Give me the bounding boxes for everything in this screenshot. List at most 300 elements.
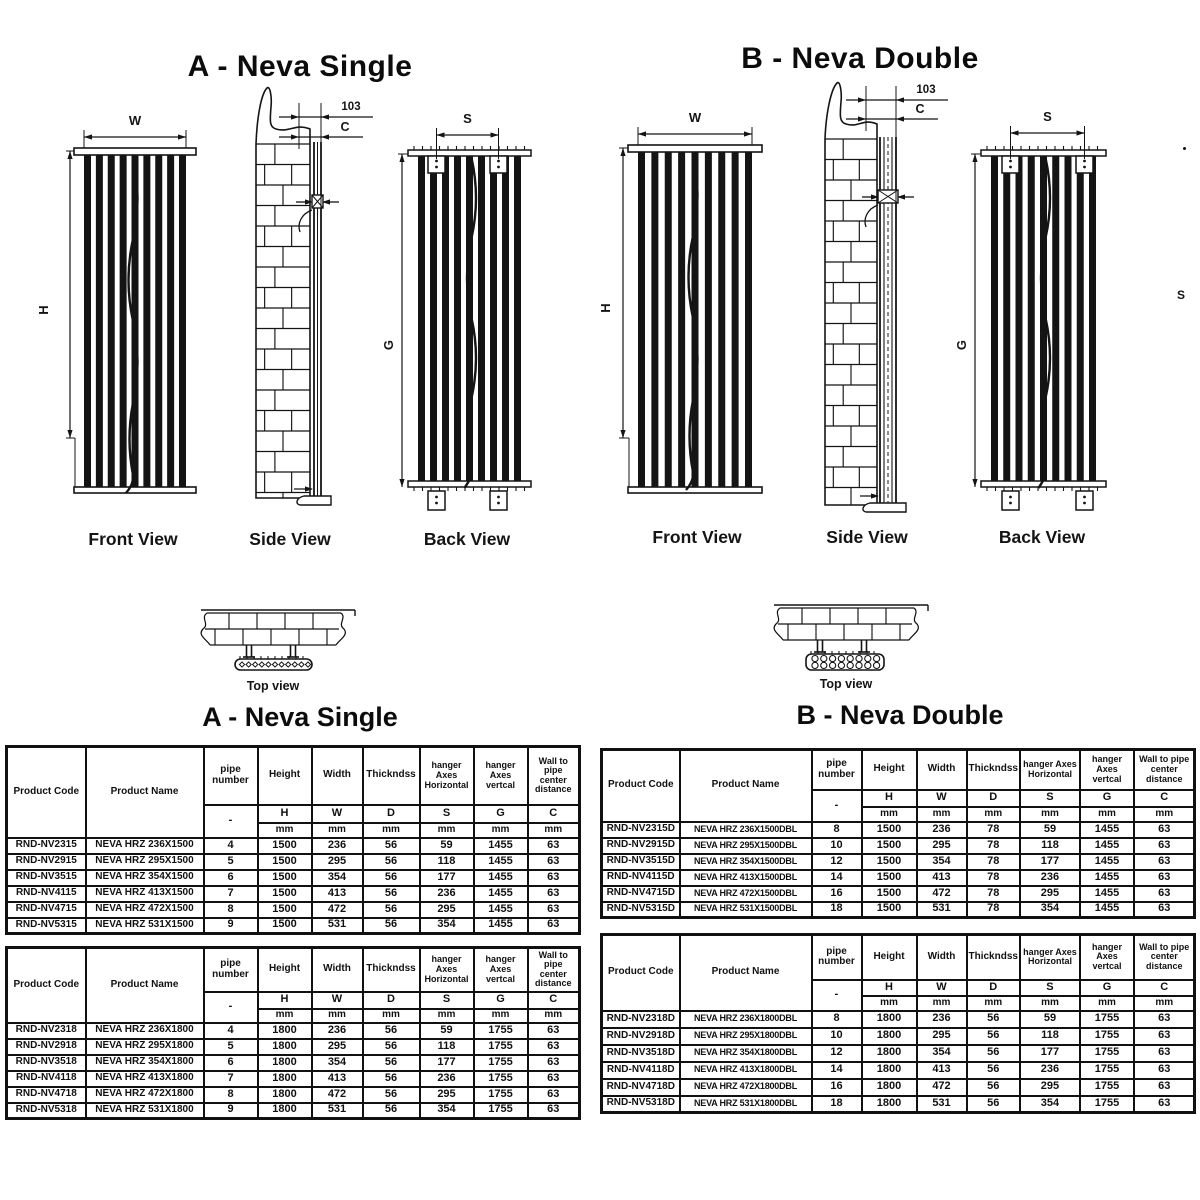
value-cell: 1800 bbox=[258, 1039, 312, 1055]
unit-mm: mm bbox=[917, 807, 967, 822]
value-cell: 354 bbox=[312, 1055, 363, 1071]
col-header-pipe-number: pipe number bbox=[812, 935, 862, 980]
col-header-width: Width bbox=[917, 750, 967, 790]
value-cell: 12 bbox=[812, 1045, 862, 1062]
col-header-product-name: Product Name bbox=[86, 948, 204, 1023]
value-cell: 56 bbox=[363, 854, 420, 870]
product-code: RND-NV2915 bbox=[7, 854, 86, 870]
value-cell: 1455 bbox=[474, 838, 528, 854]
value-cell: 531 bbox=[312, 918, 363, 934]
product-code: RND-NV2918D bbox=[602, 1028, 680, 1045]
unit-mm: mm bbox=[1020, 996, 1080, 1011]
value-cell: 63 bbox=[528, 1039, 580, 1055]
dim-label-103: 103 bbox=[341, 101, 361, 113]
value-cell: 236 bbox=[917, 1011, 967, 1028]
value-cell: 10 bbox=[812, 1028, 862, 1045]
value-cell: 1755 bbox=[1080, 1062, 1134, 1079]
symbol-letter: G bbox=[1080, 980, 1134, 996]
value-cell: 18 bbox=[812, 1096, 862, 1113]
unit-mm: mm bbox=[528, 823, 580, 838]
table-row bbox=[7, 1055, 580, 1071]
value-cell: 63 bbox=[1134, 886, 1195, 902]
unit-mm: mm bbox=[1080, 996, 1134, 1011]
value-cell: 16 bbox=[812, 1079, 862, 1096]
value-cell: 1500 bbox=[258, 838, 312, 854]
product-code: RND-NV2915D bbox=[602, 838, 680, 854]
value-cell: 1500 bbox=[258, 918, 312, 934]
unit-mm: mm bbox=[420, 1009, 474, 1023]
value-cell: 236 bbox=[312, 838, 363, 854]
col-header-wall-distance: Wall to pipe center distance bbox=[528, 948, 580, 992]
symbol-letter: S bbox=[420, 805, 474, 823]
unit-mm: mm bbox=[363, 1009, 420, 1023]
front-view-label: Front View bbox=[652, 527, 742, 547]
table-row bbox=[602, 1045, 1195, 1062]
table-section-a-title: A - Neva Single bbox=[202, 702, 398, 732]
product-name: NEVA HRZ 295X1500DBL bbox=[680, 838, 812, 854]
value-cell: 236 bbox=[917, 822, 967, 838]
value-cell: 177 bbox=[420, 1055, 474, 1071]
value-cell: 59 bbox=[420, 838, 474, 854]
value-cell: 78 bbox=[967, 886, 1020, 902]
value-cell: 354 bbox=[1020, 902, 1080, 918]
col-header-product-name: Product Name bbox=[86, 747, 204, 838]
top-view-b bbox=[774, 605, 928, 670]
product-code: RND-NV5315 bbox=[7, 918, 86, 934]
col-header-height: Height bbox=[258, 948, 312, 992]
table-row bbox=[602, 886, 1195, 902]
product-code: RND-NV3515 bbox=[7, 870, 86, 886]
dim-label-103: 103 bbox=[916, 84, 936, 96]
product-name: NEVA HRZ 472X1500 bbox=[86, 902, 204, 918]
value-cell: 1500 bbox=[862, 886, 917, 902]
product-name: NEVA HRZ 236X1800DBL bbox=[680, 1011, 812, 1028]
value-cell: 531 bbox=[917, 902, 967, 918]
unit-mm: mm bbox=[967, 807, 1020, 822]
product-name: NEVA HRZ 531X1800DBL bbox=[680, 1096, 812, 1113]
value-cell: 1800 bbox=[862, 1045, 917, 1062]
value-cell: 1755 bbox=[474, 1071, 528, 1087]
value-cell: 56 bbox=[967, 1045, 1020, 1062]
value-cell: 1800 bbox=[258, 1023, 312, 1039]
value-cell: 59 bbox=[420, 1023, 474, 1039]
product-name: NEVA HRZ 472X1500DBL bbox=[680, 886, 812, 902]
symbol-letter: S bbox=[420, 992, 474, 1009]
col-header-thickness: Thickndss bbox=[363, 948, 420, 992]
value-cell: 236 bbox=[312, 1023, 363, 1039]
table-row bbox=[7, 1103, 580, 1119]
dim-label-g: G bbox=[381, 339, 396, 351]
col-header-product-code: Product Code bbox=[7, 747, 86, 838]
product-name: NEVA HRZ 295X1500 bbox=[86, 854, 204, 870]
value-cell: 56 bbox=[967, 1028, 1020, 1045]
value-cell: 63 bbox=[528, 1023, 580, 1039]
symbol-letter: S bbox=[1020, 790, 1080, 807]
value-cell: 177 bbox=[420, 870, 474, 886]
front-view-label: Front View bbox=[88, 529, 178, 549]
col-header-pipe-number: pipe number bbox=[204, 747, 258, 805]
unit-mm: mm bbox=[474, 1009, 528, 1023]
col-header-product-code: Product Code bbox=[602, 750, 680, 822]
value-cell: 118 bbox=[420, 1039, 474, 1055]
product-code: RND-NV3515D bbox=[602, 854, 680, 870]
unit-mm: mm bbox=[258, 1009, 312, 1023]
col-header-hanger-horizontal: hanger Axes Horizontal bbox=[1020, 750, 1080, 790]
value-cell: 295 bbox=[312, 854, 363, 870]
symbol-letter: C bbox=[1134, 980, 1195, 996]
value-cell: 14 bbox=[812, 870, 862, 886]
value-cell: 56 bbox=[363, 1087, 420, 1103]
col-header-pipe-number: pipe number bbox=[204, 948, 258, 992]
value-cell: 59 bbox=[1020, 822, 1080, 838]
value-cell: 1755 bbox=[474, 1087, 528, 1103]
value-cell: 413 bbox=[917, 1062, 967, 1079]
col-header-height: Height bbox=[862, 935, 917, 980]
value-cell: 472 bbox=[917, 1079, 967, 1096]
product-name: NEVA HRZ 236X1500 bbox=[86, 838, 204, 854]
col-header-product-name: Product Name bbox=[680, 935, 812, 1011]
value-cell: 472 bbox=[312, 1087, 363, 1103]
symbol-dash: - bbox=[812, 980, 862, 1011]
value-cell: 63 bbox=[1134, 902, 1195, 918]
col-header-hanger-horizontal: hanger Axes Horizontal bbox=[1020, 935, 1080, 980]
value-cell: 56 bbox=[363, 886, 420, 902]
value-cell: 236 bbox=[420, 886, 474, 902]
product-name: NEVA HRZ 531X1800 bbox=[86, 1103, 204, 1119]
value-cell: 1455 bbox=[1080, 854, 1134, 870]
value-cell: 56 bbox=[363, 902, 420, 918]
value-cell: 1500 bbox=[862, 854, 917, 870]
col-header-pipe-number: pipe number bbox=[812, 750, 862, 790]
value-cell: 18 bbox=[812, 902, 862, 918]
value-cell: 78 bbox=[967, 870, 1020, 886]
value-cell: 63 bbox=[1134, 822, 1195, 838]
value-cell: 118 bbox=[1020, 1028, 1080, 1045]
unit-mm: mm bbox=[1080, 807, 1134, 822]
symbol-letter: S bbox=[1020, 980, 1080, 996]
product-code: RND-NV2318D bbox=[602, 1011, 680, 1028]
unit-mm: mm bbox=[258, 823, 312, 838]
spec-table-a2 bbox=[5, 946, 581, 1120]
section-b-title: B - Neva Double bbox=[741, 42, 979, 75]
front-view-a bbox=[36, 113, 196, 493]
unit-mm: mm bbox=[917, 996, 967, 1011]
value-cell: 56 bbox=[967, 1011, 1020, 1028]
header-row bbox=[7, 747, 580, 805]
value-cell: 236 bbox=[1020, 870, 1080, 886]
value-cell: 56 bbox=[967, 1096, 1020, 1113]
product-code: RND-NV4718D bbox=[602, 1079, 680, 1096]
value-cell: 1500 bbox=[862, 838, 917, 854]
col-header-hanger-vertical: hanger Axes vertcal bbox=[1080, 750, 1134, 790]
side-view-label: Side View bbox=[826, 527, 908, 547]
col-header-thickness: Thickndss bbox=[967, 935, 1020, 980]
dim-label-w: W bbox=[128, 113, 142, 128]
product-code: RND-NV4118D bbox=[602, 1062, 680, 1079]
value-cell: 63 bbox=[1134, 838, 1195, 854]
spec-table-b1 bbox=[600, 748, 1196, 919]
value-cell: 354 bbox=[420, 918, 474, 934]
value-cell: 56 bbox=[967, 1062, 1020, 1079]
symbol-letter: W bbox=[917, 790, 967, 807]
product-code: RND-NV2318 bbox=[7, 1023, 86, 1039]
col-header-thickness: Thickndss bbox=[363, 747, 420, 805]
value-cell: 1455 bbox=[1080, 870, 1134, 886]
value-cell: 63 bbox=[1134, 1011, 1195, 1028]
product-code: RND-NV5315D bbox=[602, 902, 680, 918]
value-cell: 1800 bbox=[258, 1071, 312, 1087]
value-cell: 16 bbox=[812, 886, 862, 902]
dim-label-h: H bbox=[598, 303, 613, 313]
value-cell: 56 bbox=[363, 1039, 420, 1055]
header-row bbox=[602, 750, 1195, 790]
symbol-letter: C bbox=[528, 805, 580, 823]
value-cell: 413 bbox=[917, 870, 967, 886]
value-cell: 1755 bbox=[474, 1039, 528, 1055]
value-cell: 1755 bbox=[1080, 1028, 1134, 1045]
value-cell: 295 bbox=[312, 1039, 363, 1055]
symbol-letter: C bbox=[528, 992, 580, 1009]
value-cell: 1800 bbox=[258, 1087, 312, 1103]
product-name: NEVA HRZ 354X1800DBL bbox=[680, 1045, 812, 1062]
col-header-hanger-horizontal: hanger Axes Horizontal bbox=[420, 747, 474, 805]
value-cell: 1800 bbox=[862, 1062, 917, 1079]
value-cell: 63 bbox=[1134, 1062, 1195, 1079]
back-view-label: Back View bbox=[423, 529, 511, 549]
value-cell: 1755 bbox=[474, 1023, 528, 1039]
table-section-b-title: B - Neva Double bbox=[796, 700, 1004, 730]
col-header-height: Height bbox=[862, 750, 917, 790]
value-cell: 78 bbox=[967, 854, 1020, 870]
table-row bbox=[7, 918, 580, 934]
spec-table-a1 bbox=[5, 745, 581, 935]
value-cell: 56 bbox=[967, 1079, 1020, 1096]
edge-artifact-s: S bbox=[1177, 288, 1186, 302]
value-cell: 295 bbox=[420, 902, 474, 918]
dim-label-c: C bbox=[340, 120, 350, 134]
col-header-wall-distance: Wall to pipe center distance bbox=[1134, 750, 1195, 790]
value-cell: 1800 bbox=[862, 1011, 917, 1028]
product-code: RND-NV4115 bbox=[7, 886, 86, 902]
value-cell: 63 bbox=[1134, 1045, 1195, 1062]
product-name: NEVA HRZ 236X1800 bbox=[86, 1023, 204, 1039]
value-cell: 78 bbox=[967, 822, 1020, 838]
value-cell: 295 bbox=[917, 1028, 967, 1045]
symbol-letter: H bbox=[862, 790, 917, 807]
side-view-a bbox=[256, 88, 373, 505]
value-cell: 63 bbox=[528, 1055, 580, 1071]
unit-mm: mm bbox=[312, 1009, 363, 1023]
value-cell: 1500 bbox=[862, 902, 917, 918]
value-cell: 531 bbox=[917, 1096, 967, 1113]
top-view-a bbox=[201, 610, 355, 670]
value-cell: 1455 bbox=[474, 918, 528, 934]
symbol-letter: W bbox=[312, 992, 363, 1009]
unit-mm: mm bbox=[967, 996, 1020, 1011]
edge-artifact-dot bbox=[1183, 147, 1186, 150]
dim-label-c: C bbox=[915, 102, 925, 116]
value-cell: 118 bbox=[1020, 838, 1080, 854]
col-header-product-name: Product Name bbox=[680, 750, 812, 822]
symbol-letter: D bbox=[363, 992, 420, 1009]
product-name: NEVA HRZ 413X1500DBL bbox=[680, 870, 812, 886]
value-cell: 63 bbox=[528, 886, 580, 902]
unit-mm: mm bbox=[862, 807, 917, 822]
value-cell: 56 bbox=[363, 1055, 420, 1071]
symbol-letter: H bbox=[862, 980, 917, 996]
value-cell: 7 bbox=[204, 886, 258, 902]
value-cell: 1455 bbox=[1080, 838, 1134, 854]
value-cell: 4 bbox=[204, 1023, 258, 1039]
top-view-label: Top view bbox=[246, 679, 300, 693]
unit-mm: mm bbox=[420, 823, 474, 838]
product-name: NEVA HRZ 354X1500DBL bbox=[680, 854, 812, 870]
table-row bbox=[7, 1039, 580, 1055]
value-cell: 63 bbox=[528, 1103, 580, 1119]
value-cell: 63 bbox=[528, 870, 580, 886]
value-cell: 472 bbox=[312, 902, 363, 918]
value-cell: 14 bbox=[812, 1062, 862, 1079]
product-code: RND-NV4718 bbox=[7, 1087, 86, 1103]
product-name: NEVA HRZ 413X1800 bbox=[86, 1071, 204, 1087]
symbol-dash: - bbox=[204, 805, 258, 838]
value-cell: 1455 bbox=[474, 886, 528, 902]
col-header-wall-distance: Wall to pipe center distance bbox=[1134, 935, 1195, 980]
product-name: NEVA HRZ 472X1800DBL bbox=[680, 1079, 812, 1096]
value-cell: 1755 bbox=[474, 1103, 528, 1119]
value-cell: 5 bbox=[204, 854, 258, 870]
value-cell: 354 bbox=[420, 1103, 474, 1119]
symbol-dash: - bbox=[812, 790, 862, 822]
col-header-wall-distance: Wall to pipe center distance bbox=[528, 747, 580, 805]
value-cell: 236 bbox=[420, 1071, 474, 1087]
col-header-width: Width bbox=[312, 747, 363, 805]
value-cell: 1800 bbox=[862, 1079, 917, 1096]
side-view-label: Side View bbox=[249, 529, 331, 549]
value-cell: 177 bbox=[1020, 854, 1080, 870]
product-name: NEVA HRZ 413X1500 bbox=[86, 886, 204, 902]
dim-label-h: H bbox=[36, 305, 51, 315]
value-cell: 1500 bbox=[258, 886, 312, 902]
value-cell: 63 bbox=[1134, 1028, 1195, 1045]
value-cell: 9 bbox=[204, 1103, 258, 1119]
col-header-hanger-horizontal: hanger Axes Horizontal bbox=[420, 948, 474, 992]
value-cell: 413 bbox=[312, 1071, 363, 1087]
table-row bbox=[602, 822, 1195, 838]
symbol-letter: W bbox=[917, 980, 967, 996]
value-cell: 1755 bbox=[1080, 1096, 1134, 1113]
table-row bbox=[602, 854, 1195, 870]
front-view-b bbox=[598, 110, 762, 493]
dim-label-s: S bbox=[1043, 109, 1052, 124]
spec-table-b2 bbox=[600, 933, 1196, 1114]
value-cell: 56 bbox=[363, 1023, 420, 1039]
col-header-width: Width bbox=[917, 935, 967, 980]
table-row bbox=[7, 1087, 580, 1103]
unit-mm: mm bbox=[528, 1009, 580, 1023]
unit-mm: mm bbox=[1134, 807, 1195, 822]
value-cell: 4 bbox=[204, 838, 258, 854]
product-name: NEVA HRZ 236X1500DBL bbox=[680, 822, 812, 838]
value-cell: 295 bbox=[420, 1087, 474, 1103]
symbol-letter: G bbox=[474, 805, 528, 823]
product-name: NEVA HRZ 295X1800DBL bbox=[680, 1028, 812, 1045]
value-cell: 63 bbox=[528, 1071, 580, 1087]
top-view-label: Top view bbox=[819, 677, 873, 691]
col-header-hanger-vertical: hanger Axes vertcal bbox=[1080, 935, 1134, 980]
dim-label-g: G bbox=[954, 339, 969, 351]
back-view-a bbox=[381, 111, 531, 510]
value-cell: 63 bbox=[528, 854, 580, 870]
unit-mm: mm bbox=[363, 823, 420, 838]
table-row bbox=[602, 1096, 1195, 1113]
value-cell: 8 bbox=[812, 822, 862, 838]
value-cell: 56 bbox=[363, 918, 420, 934]
value-cell: 1500 bbox=[862, 870, 917, 886]
product-code: RND-NV4115D bbox=[602, 870, 680, 886]
product-code: RND-NV2315D bbox=[602, 822, 680, 838]
unit-mm: mm bbox=[312, 823, 363, 838]
product-name: NEVA HRZ 295X1800 bbox=[86, 1039, 204, 1055]
symbol-letter: D bbox=[967, 790, 1020, 807]
symbol-dash: - bbox=[204, 992, 258, 1023]
value-cell: 354 bbox=[312, 870, 363, 886]
symbol-letter: G bbox=[474, 992, 528, 1009]
value-cell: 63 bbox=[1134, 1096, 1195, 1113]
back-view-label: Back View bbox=[998, 527, 1086, 547]
value-cell: 63 bbox=[528, 838, 580, 854]
table-row bbox=[7, 902, 580, 918]
symbol-letter: D bbox=[363, 805, 420, 823]
product-code: RND-NV5318 bbox=[7, 1103, 86, 1119]
value-cell: 8 bbox=[204, 902, 258, 918]
value-cell: 354 bbox=[917, 854, 967, 870]
unit-mm: mm bbox=[1134, 996, 1195, 1011]
value-cell: 1500 bbox=[258, 854, 312, 870]
diagram-group-b bbox=[598, 83, 1106, 691]
value-cell: 1755 bbox=[1080, 1045, 1134, 1062]
col-header-hanger-vertical: hanger Axes vertcal bbox=[474, 747, 528, 805]
unit-mm: mm bbox=[474, 823, 528, 838]
value-cell: 63 bbox=[1134, 854, 1195, 870]
value-cell: 8 bbox=[204, 1087, 258, 1103]
value-cell: 63 bbox=[528, 1087, 580, 1103]
table-row bbox=[602, 1079, 1195, 1096]
value-cell: 1755 bbox=[1080, 1011, 1134, 1028]
table-row bbox=[602, 1028, 1195, 1045]
col-header-height: Height bbox=[258, 747, 312, 805]
value-cell: 1800 bbox=[258, 1055, 312, 1071]
symbol-letter: H bbox=[258, 992, 312, 1009]
value-cell: 1800 bbox=[862, 1028, 917, 1045]
symbol-letter: W bbox=[312, 805, 363, 823]
symbol-letter: D bbox=[967, 980, 1020, 996]
product-code: RND-NV5318D bbox=[602, 1096, 680, 1113]
product-name: NEVA HRZ 472X1800 bbox=[86, 1087, 204, 1103]
value-cell: 56 bbox=[363, 870, 420, 886]
value-cell: 6 bbox=[204, 1055, 258, 1071]
dim-label-w: W bbox=[688, 110, 702, 125]
value-cell: 78 bbox=[967, 838, 1020, 854]
value-cell: 1800 bbox=[862, 1096, 917, 1113]
diagram-group-a bbox=[36, 88, 531, 693]
product-name: NEVA HRZ 354X1800 bbox=[86, 1055, 204, 1071]
value-cell: 12 bbox=[812, 854, 862, 870]
value-cell: 63 bbox=[528, 918, 580, 934]
value-cell: 472 bbox=[917, 886, 967, 902]
value-cell: 1500 bbox=[862, 822, 917, 838]
table-row bbox=[602, 1011, 1195, 1028]
